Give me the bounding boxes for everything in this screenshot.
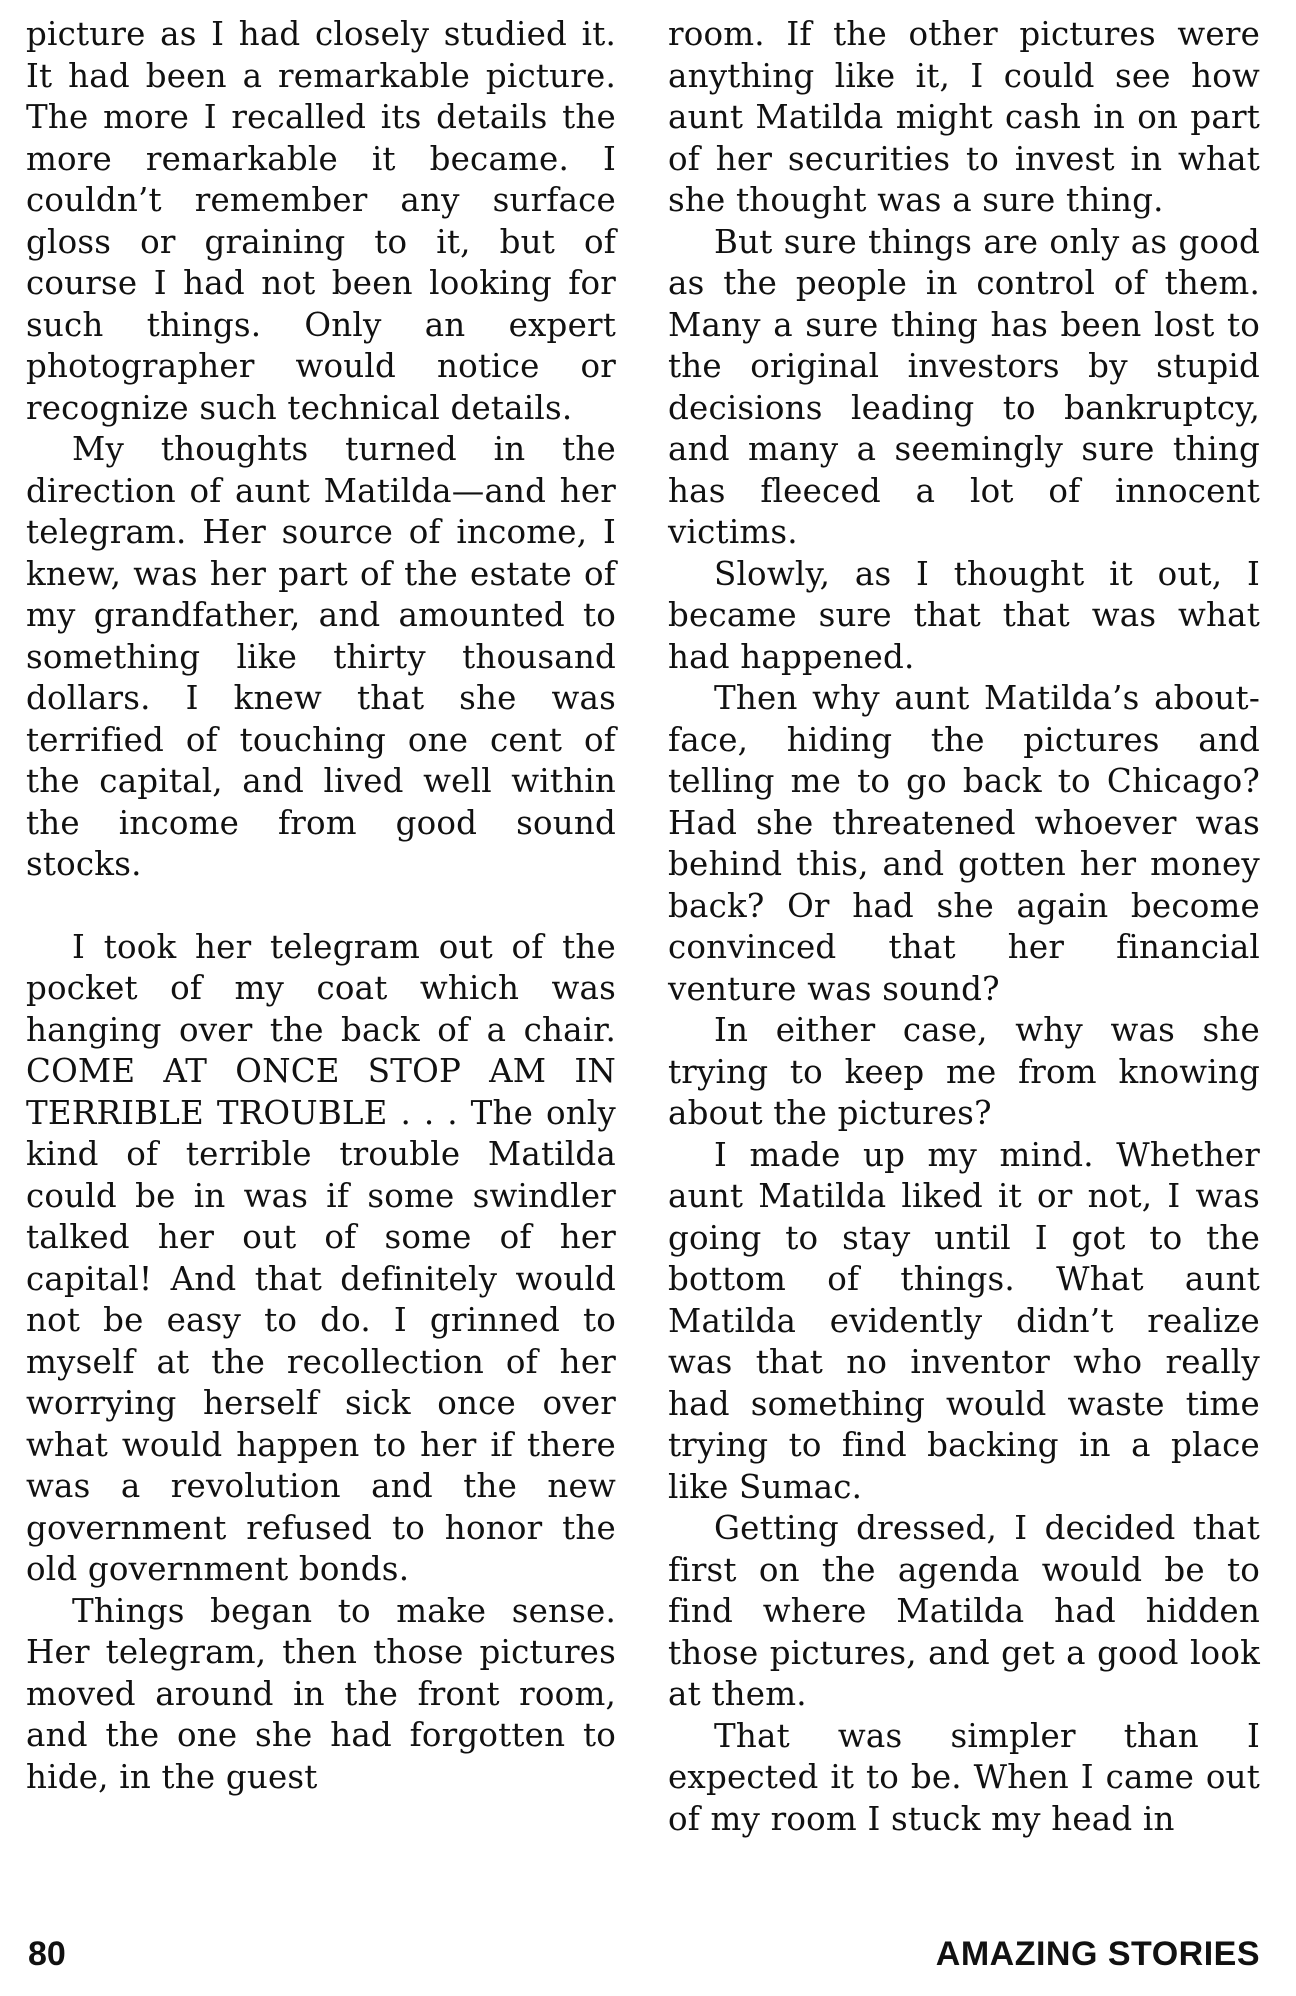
paragraph: Then why aunt Matilda’s about-face, hiding the pictures and telling me to go back to Chicago? Had she threatened whoever was behind this, and gotten her money back? Or had she again become convinced that her financial venture was sound? [668,679,1260,1008]
paragraph: But sure things are only as good as the people in control of them. Many a sure thing has been lost to the original investors by stupid decisions leading to bankruptcy, and many a seemingly sure thing has fleeced a lot of innocent victims. [668,222,1260,551]
paragraph: In either case, why was she trying to keep me from knowing about the pictures? [668,1011,1260,1132]
paragraph: Getting dressed, I decided that first on the agenda would be to find where Matilda had hidden those pictures, and get a good look at them. [668,1509,1260,1713]
paragraph: room. If the other pictures were anything like it, I could see how aunt Matilda might cash in on part of her securities to invest in what she thought was a sure thing. [668,15,1260,219]
paragraph: Things began to make sense. Her telegram, then those pictures moved around in the front room, and the one she had forgotten to hide, in the guest [26,1591,616,1796]
right-text-column [668,14,1260,1840]
left-text-column [26,14,616,1798]
magazine-title: AMAZING STORIES [935,1935,1260,1973]
paragraph: That was simpler than I expected it to be. When I came out of my room I stuck my head in [668,1716,1260,1838]
page-number: 80 [28,1935,66,1973]
paragraph: My thoughts turned in the direction of aunt Matilda—and her telegram. Her source of income, I knew, was her part of the estate of my grandfather, and amounted to something like thirty thousand dollars. I knew that she was terrified of touching one cent of the capital, and lived well within the income from good sound stocks. [26,430,616,883]
paragraph: picture as I had closely studied it. It had been a remarkable picture. The more I recalled its details the more remarkable it became. I couldn’t remember any surface gloss or graining to it, but of course I had not been looking for such things. Only an expert photographer would notice or recognize such technical details. [26,15,616,427]
paragraph: I made up my mind. Whether aunt Matilda liked it or not, I was going to stay until I got to the bottom of things. What aunt Matilda evidently didn’t realize was that no inventor who really had something would waste time trying to find backing in a place like Sumac. [668,1135,1260,1506]
paragraph: I took her telegram out of the pocket of my coat which was hanging over the back of a chair. COME AT ONCE STOP AM IN TERRIBLE TROUBLE . . . The only kind of terrible trouble Matilda could be in was if some swindler talked her out of some of her capital! And that definitely would not be easy to do. I grinned to myself at the recollection of her worrying herself sick once over what would happen to her if there was a revolution and the new government refused to honor the old government bonds. [26,927,616,1588]
page-footer [26,1932,1260,1982]
paragraph: Slowly, as I thought it out, I became sure that that was what had happened. [668,554,1260,676]
